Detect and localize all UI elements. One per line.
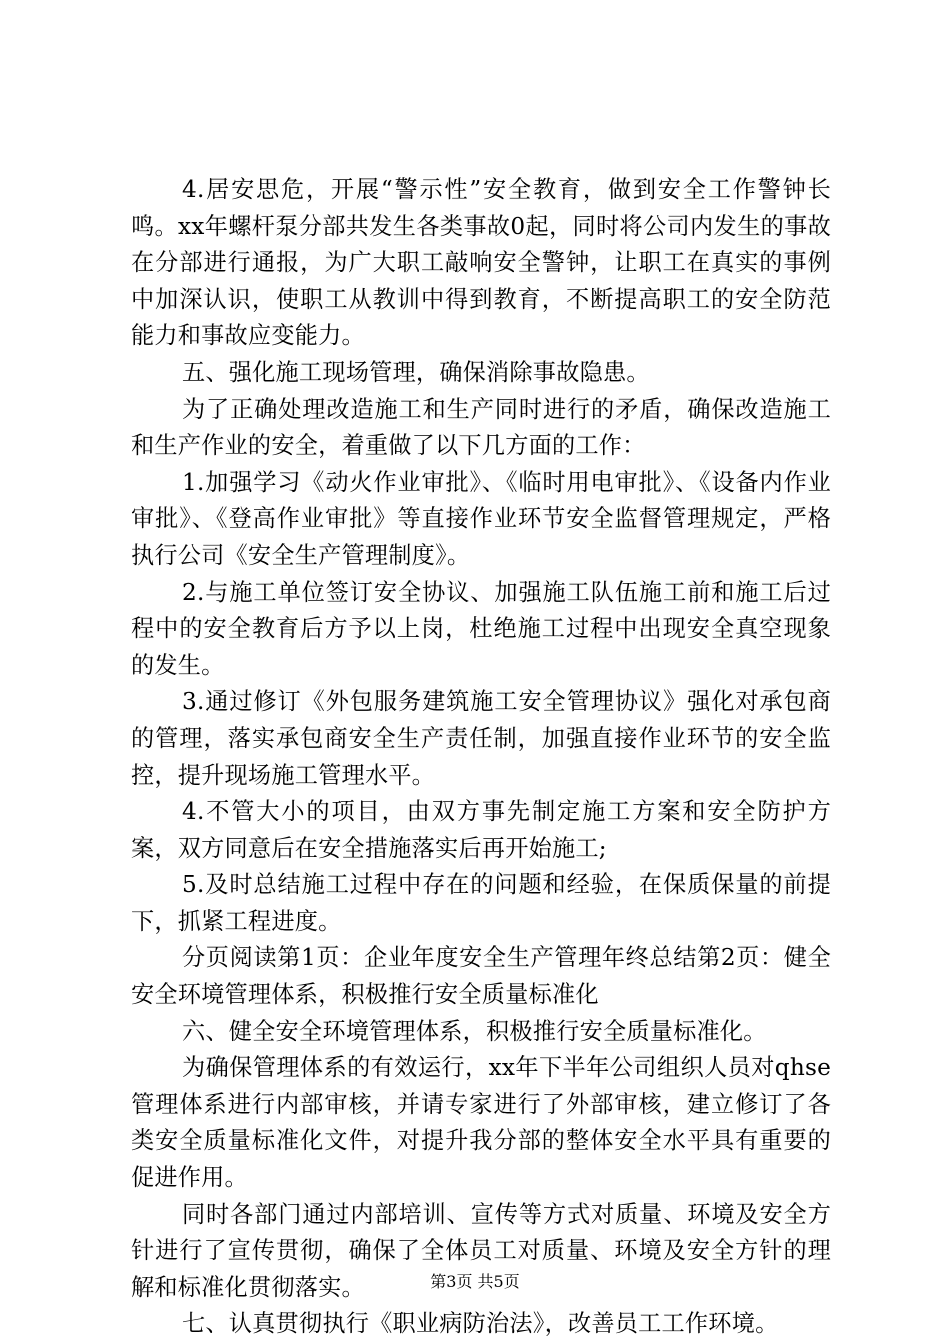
document-body [131, 172, 831, 1343]
heading-section-five: 五、强化施工现场管理，确保消除事故隐患。 [182, 358, 650, 386]
heading-section-seven: 七、认真贯彻执行《职业病防治法》，改善员工工作环境。 [182, 1310, 779, 1338]
heading-section-six: 六、健全安全环境管理体系，积极推行安全质量标准化。 [182, 1017, 767, 1045]
page-footer: 第3页 共5页 [430, 1272, 520, 1291]
list-item-3: 3.通过修订《外包服务建筑施工安全管理协议》强化对承包商的管理，落实承包商安全生产责任制，加强直接作业环节的安全监控，提升现场施工管理水平。 [131, 688, 831, 789]
paragraph-page-navigation: 分页阅读第1页：企业年度安全生产管理年终总结第2页：健全安全环境管理体系，积极推行安全质量标准化 [131, 944, 831, 1009]
list-item-2: 2.与施工单位签订安全协议、加强施工队伍施工前和施工后过程中的安全教育后方予以上岗，杜绝施工过程中出现安全真空现象的发生。 [131, 578, 831, 679]
list-item-4: 4.不管大小的项目，由双方事先制定施工方案和安全防护方案，双方同意后在安全措施落实后再开始施工; [131, 798, 831, 862]
paragraph-safety-education: 4.居安思危，开展“警示性”安全教育，做到安全工作警钟长鸣。xx年螺杆泵分部共发生各类事故0起，同时将公司内发生的事故在分部进行通报，为广大职工敲响安全警钟，让职工在真实的事例中加深认识，使职工从教训中得到教育，不断提高职工的安全防范能力和事故应变能力。 [131, 176, 831, 350]
paragraph-construction-intro: 为了正确处理改造施工和生产同时进行的矛盾，确保改造施工和生产作业的安全，着重做了以下几方面的工作： [131, 395, 831, 460]
list-item-1: 1.加强学习《动火作业审批》、《临时用电审批》、《设备内作业审批》、《登高作业审批》等直接作业环节安全监督管理规定，严格执行公司《安全生产管理制度》。 [131, 468, 831, 569]
paragraph-qhse-audit: 为确保管理体系的有效运行，xx年下半年公司组织人员对qhse管理体系进行内部审核，并请专家进行了外部审核，建立修订了各类安全质量标准化文件，对提升我分部的整体安全水平具有重要的促进作用。 [131, 1054, 831, 1192]
paragraph-policy-training: 同时各部门通过内部培训、宣传等方式对质量、环境及安全方针进行了宣传贯彻，确保了全体员工对质量、环境及安全方针的理解和标准化贯彻落实。 [131, 1200, 831, 1301]
list-item-5: 5.及时总结施工过程中存在的问题和经验，在保质保量的前提下，抓紧工程进度。 [131, 871, 831, 935]
